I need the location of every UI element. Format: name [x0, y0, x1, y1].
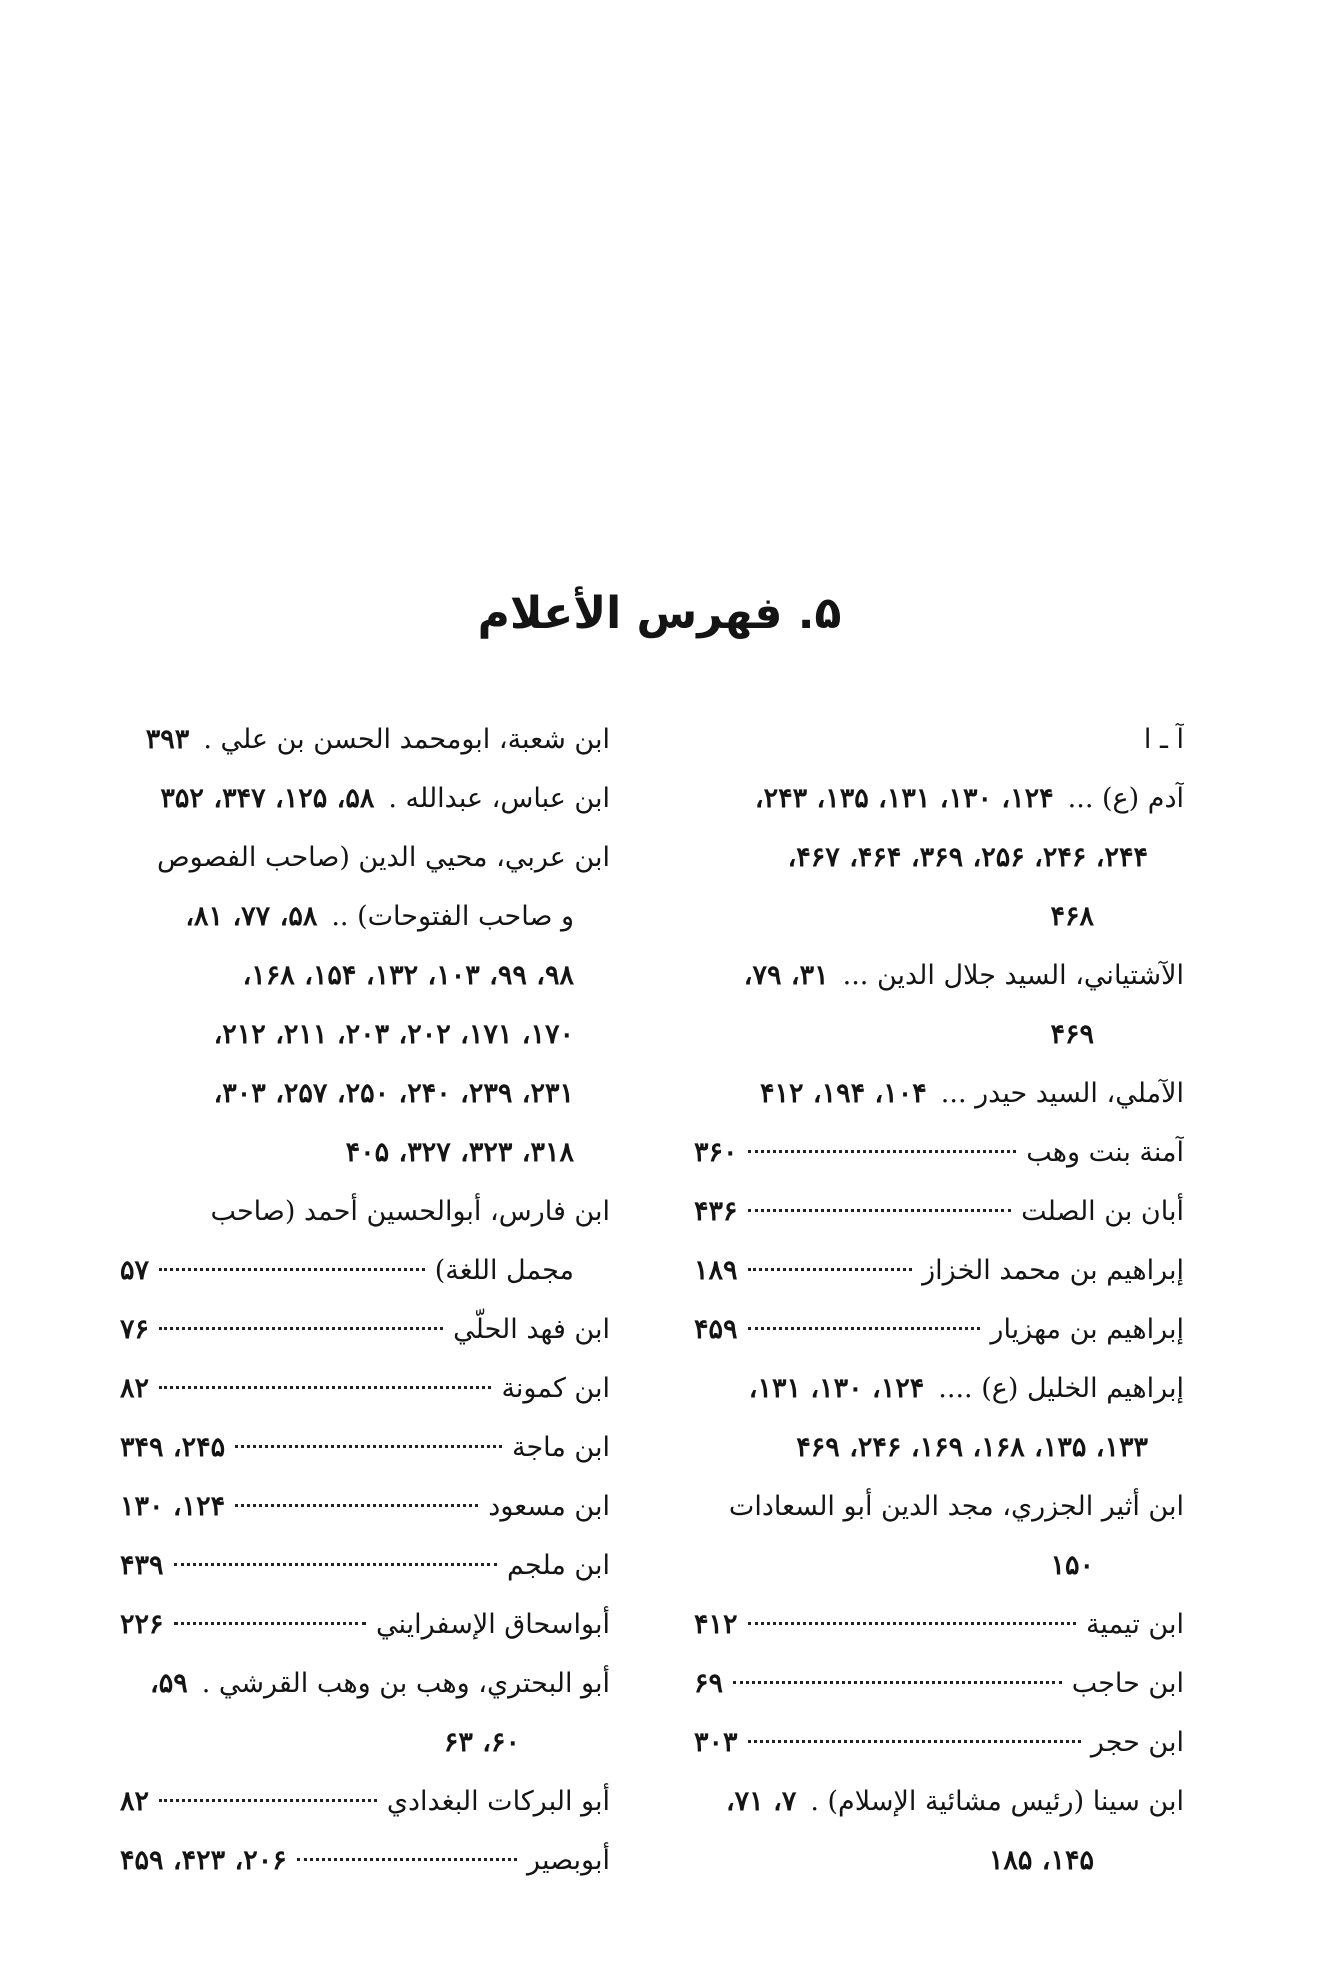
entry-name: أبو البركات البغدادي	[386, 1786, 610, 1817]
entry-pages: ۵۷	[120, 1255, 150, 1286]
dot-leader	[235, 1445, 502, 1448]
index-entry-line	[694, 1713, 1184, 1772]
index-entry-line	[120, 1713, 610, 1772]
index-entry-line	[694, 1300, 1184, 1359]
entry-pages: ۵۹،	[149, 1668, 188, 1699]
entry-name: آمنة بنت وهب	[1026, 1137, 1184, 1168]
dot-leader	[159, 1386, 491, 1389]
entry-name: أبو البحتري، وهب بن وهب القرشي .	[201, 1668, 610, 1699]
index-entry-line	[694, 1536, 1184, 1595]
entry-name: ابن أثير الجزري، مجد الدين أبو السعادات	[728, 1491, 1184, 1522]
entry-pages: ۳۰۳	[694, 1727, 738, 1758]
index-entry-line	[120, 1359, 610, 1418]
index-entry-line	[120, 1241, 610, 1300]
entry-name: ابن ملجم	[507, 1550, 610, 1581]
entry-pages: ۲۴۴، ۲۴۶، ۲۵۶، ۳۶۹، ۴۶۴، ۴۶۷،	[787, 842, 1148, 873]
entry-name: ابن كمونة	[501, 1373, 610, 1404]
entry-name: مجمل اللغة)	[434, 1255, 574, 1286]
index-entry-line	[120, 1300, 610, 1359]
index-entry-line	[694, 1064, 1184, 1123]
entry-name: ابن شعبة، ابومحمد الحسن بن علي .	[203, 724, 610, 755]
entry-pages: ۳۱، ۷۹،	[743, 960, 829, 991]
index-column-right	[694, 710, 1184, 1890]
dot-leader	[159, 1268, 425, 1271]
dot-leader	[748, 1740, 1081, 1743]
entry-name: ابن حجر	[1090, 1727, 1184, 1758]
entry-name: ابن حاجب	[1071, 1668, 1184, 1699]
index-entry-line	[694, 1831, 1184, 1890]
entry-pages: ۳۹۳	[145, 724, 190, 755]
entry-pages: ۱۷۰، ۱۷۱، ۲۰۲، ۲۰۳، ۲۱۱، ۲۱۲،	[213, 1019, 574, 1050]
entry-pages: ۶۹	[694, 1668, 724, 1699]
index-entry-line	[694, 1595, 1184, 1654]
index-entry-line	[120, 1536, 610, 1595]
index-entry-line	[120, 1772, 610, 1831]
dot-leader	[235, 1504, 478, 1507]
entry-pages: ۹۸، ۹۹، ۱۰۳، ۱۳۲، ۱۵۴، ۱۶۸،	[242, 960, 574, 991]
entry-name: ابن فارس، أبوالحسين أحمد (صاحب	[210, 1196, 610, 1227]
entry-name: ابن عربي، محيي الدين (صاحب الفصوص	[156, 842, 610, 873]
index-entry-line	[694, 1359, 1184, 1418]
index-entry-line	[694, 828, 1184, 887]
entry-pages: ۲۰۶، ۴۲۳، ۴۵۹	[120, 1845, 287, 1876]
index-entry-line	[120, 1005, 610, 1064]
entry-pages: ۱۲۴، ۱۳۰، ۱۳۱، ۱۳۵، ۲۴۳،	[754, 783, 1054, 814]
dot-leader	[174, 1622, 366, 1625]
index-entry-line	[120, 1477, 610, 1536]
entry-name: آ ـ ا	[1143, 724, 1184, 755]
index-entry-line	[694, 1241, 1184, 1300]
entry-pages: ۱۲۴، ۱۳۰	[120, 1491, 226, 1522]
index-entry-line	[120, 946, 610, 1005]
entry-name: ابن فهد الحلّي	[453, 1314, 610, 1345]
dot-leader	[748, 1622, 1076, 1625]
index-entry-line	[694, 769, 1184, 828]
entry-name: إبراهيم الخليل (ع) ....	[938, 1373, 1184, 1404]
entry-pages: ۶۰، ۶۳	[443, 1727, 520, 1758]
index-entry-line	[694, 1654, 1184, 1713]
dot-leader	[748, 1209, 1012, 1212]
entry-pages: ۷، ۷۱،	[725, 1786, 797, 1817]
dot-leader	[174, 1563, 498, 1566]
index-entry-line	[120, 1654, 610, 1713]
index-entry-line	[120, 828, 610, 887]
entry-name: إبراهيم بن مهزيار	[990, 1314, 1184, 1345]
entry-name: ابن سينا (رئيس مشائية الإسلام) .	[810, 1786, 1184, 1817]
entry-name: ابن مسعود	[488, 1491, 610, 1522]
dot-leader	[748, 1268, 913, 1271]
entry-pages: ۵۸، ۱۲۵، ۳۴۷، ۳۵۲	[160, 783, 375, 814]
index-entry-line	[694, 946, 1184, 1005]
entry-pages: ۱۴۵، ۱۸۵	[988, 1845, 1094, 1876]
entry-pages: ۱۸۹	[694, 1255, 738, 1286]
entry-pages: ۲۳۱، ۲۳۹، ۲۴۰، ۲۵۰، ۲۵۷، ۳۰۳،	[213, 1078, 574, 1109]
index-entry-line	[694, 1418, 1184, 1477]
index-entry-line	[120, 1182, 610, 1241]
entry-pages: ۴۶۸	[1050, 901, 1094, 932]
entry-pages: ۴۶۹	[1050, 1019, 1094, 1050]
entry-name: أبان بن الصلت	[1021, 1196, 1184, 1227]
entry-pages: ۵۸، ۷۷، ۸۱،	[185, 901, 318, 932]
page-title: ۵. فهرس الأعلام	[477, 588, 842, 639]
entry-pages: ۲۴۵، ۳۴۹	[120, 1432, 226, 1463]
dot-leader	[159, 1799, 377, 1802]
index-entry-line	[694, 1477, 1184, 1536]
index-entry-line	[120, 1831, 610, 1890]
dot-leader	[297, 1858, 517, 1861]
entry-pages: ۲۲۶	[120, 1609, 164, 1640]
entry-name: الآملي، السيد حيدر ...	[940, 1078, 1184, 1109]
entry-name: ابن ماجة	[511, 1432, 610, 1463]
index-entry-line	[694, 887, 1184, 946]
entry-name: ابن تيمية	[1085, 1609, 1184, 1640]
index-entry-line	[694, 1123, 1184, 1182]
index-entry-line	[120, 1418, 610, 1477]
dot-leader	[159, 1327, 443, 1330]
index-entry-line	[694, 1005, 1184, 1064]
dot-leader	[733, 1681, 1062, 1684]
entry-name: أبواسحاق الإسفرايني	[375, 1609, 610, 1640]
index-entry-line	[120, 1123, 610, 1182]
entry-pages: ۱۲۴، ۱۳۰، ۱۳۱،	[748, 1373, 925, 1404]
entry-pages: ۴۳۶	[694, 1196, 738, 1227]
entry-name: ابن عباس، عبدالله .	[388, 783, 610, 814]
index-entry-line	[120, 1064, 610, 1123]
dot-leader	[748, 1150, 1017, 1153]
entry-pages: ۸۲	[120, 1786, 150, 1817]
index-entry-line	[694, 710, 1184, 769]
entry-name: أبوبصير	[527, 1845, 610, 1876]
entry-pages: ۳۱۸، ۳۲۳، ۳۲۷، ۴۰۵	[345, 1137, 574, 1168]
dot-leader	[748, 1327, 981, 1330]
entry-name: و صاحب الفتوحات) ..	[331, 901, 574, 932]
entry-pages: ۷۶	[120, 1314, 150, 1345]
entry-name: الآشتياني، السيد جلال الدين ...	[842, 960, 1184, 991]
index-column-left	[120, 710, 610, 1890]
entry-pages: ۸۲	[120, 1373, 150, 1404]
index-entry-line	[694, 1772, 1184, 1831]
entry-pages: ۳۶۰	[694, 1137, 738, 1168]
entry-name: آدم (ع) ...	[1067, 783, 1184, 814]
index-entry-line	[120, 1595, 610, 1654]
index-entry-line	[120, 710, 610, 769]
entry-pages: ۴۳۹	[120, 1550, 164, 1581]
entry-name: إبراهيم بن محمد الخزاز	[922, 1255, 1184, 1286]
entry-pages: ۴۵۹	[694, 1314, 738, 1345]
index-entry-line	[120, 887, 610, 946]
entry-pages: ۱۳۳، ۱۳۵، ۱۶۸، ۱۶۹، ۲۴۶، ۴۶۹	[796, 1432, 1148, 1463]
entry-pages: ۴۱۲	[694, 1609, 738, 1640]
entry-pages: ۱۰۴، ۱۹۴، ۴۱۲	[760, 1078, 927, 1109]
index-entry-line	[694, 1182, 1184, 1241]
index-entry-line	[120, 769, 610, 828]
entry-pages: ۱۵۰	[1050, 1550, 1094, 1581]
